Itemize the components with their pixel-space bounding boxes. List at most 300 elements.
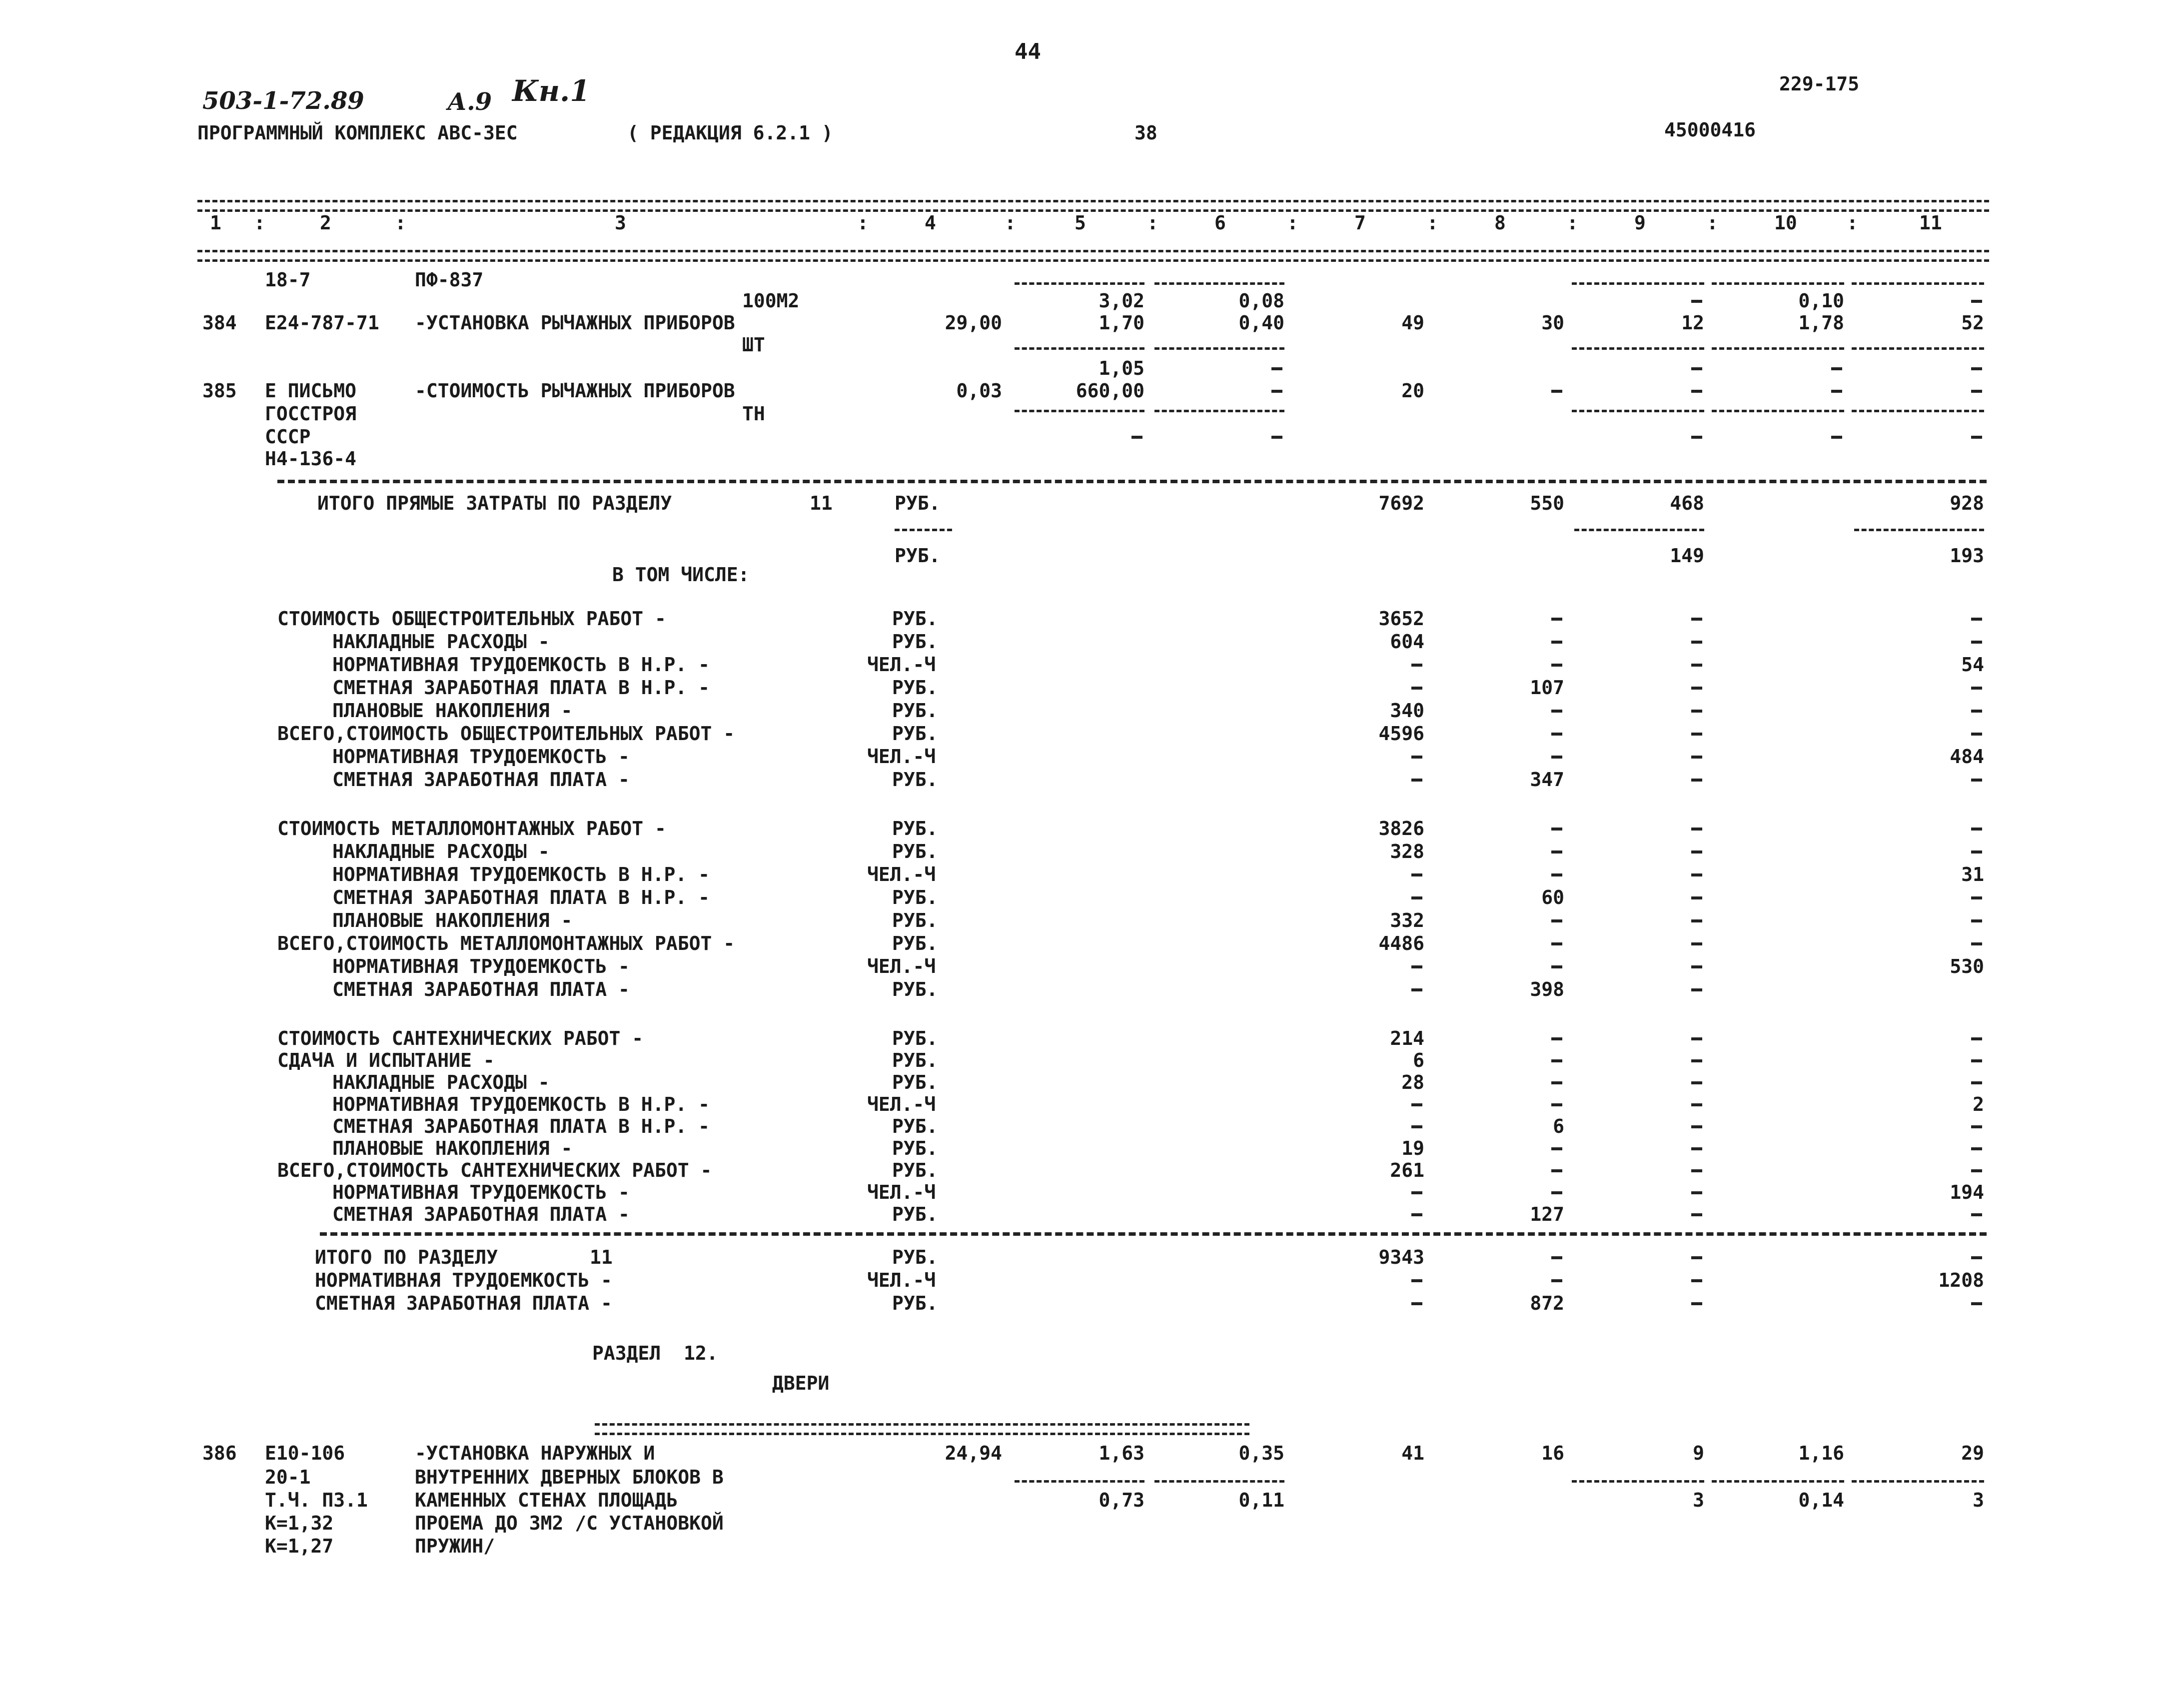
breakdown-label: СТОИМОСТЬ ОБЩЕСТРОИТЕЛЬНЫХ РАБОТ - xyxy=(277,608,666,630)
column-header-11: 11 xyxy=(1919,212,1942,234)
entry-subrule xyxy=(1154,410,1284,412)
breakdown-unit: РУБ. xyxy=(892,1159,938,1181)
breakdown-c9-dash xyxy=(1691,779,1702,782)
breakdown-label: СМЕТНАЯ ЗАРАБОТНАЯ ПЛАТА В Н.Р. - xyxy=(332,677,710,699)
breakdown-c11-dash xyxy=(1971,1059,1982,1062)
breakdown-unit: ЧЕЛ.-Ч xyxy=(867,863,936,885)
entry-unit: ШТ xyxy=(742,334,765,356)
breakdown-c11-dash xyxy=(1971,896,1982,899)
breakdown-label: ПЛАНОВЫЕ НАКОПЛЕНИЯ - xyxy=(332,1137,573,1159)
breakdown-unit: РУБ. xyxy=(892,886,938,908)
breakdown-label: СДАЧА И ИСПЫТАНИЕ - xyxy=(277,1049,495,1071)
breakdown-c7-dash xyxy=(1411,896,1422,899)
breakdown-c9-dash xyxy=(1691,1103,1702,1106)
entry-code: 18-7 xyxy=(265,269,311,291)
breakdown-unit: РУБ. xyxy=(892,1115,938,1137)
breakdown-c9-dash xyxy=(1691,850,1702,853)
entry-c5: 1,63 xyxy=(1098,1442,1144,1464)
breakdown-label: НОРМАТИВНАЯ ТРУДОЕМКОСТЬ В Н.Р. - xyxy=(332,863,710,885)
breakdown-c7: 604 xyxy=(1390,631,1424,653)
breakdown-unit: РУБ. xyxy=(892,818,938,840)
breakdown-label: СМЕТНАЯ ЗАРАБОТНАЯ ПЛАТА - xyxy=(332,978,630,1000)
breakdown-c9-dash xyxy=(1691,873,1702,876)
breakdown-c11-dash xyxy=(1971,942,1982,945)
entry-code: Е24-787-71 xyxy=(265,312,379,334)
breakdown-c7-dash xyxy=(1411,988,1422,991)
breakdown-c8: 60 xyxy=(1541,886,1564,908)
breakdown-c11-dash xyxy=(1971,733,1982,736)
column-header-2: 2 xyxy=(320,212,331,234)
entry-c5: 1,05 xyxy=(1098,357,1144,379)
breakdown-c9-dash xyxy=(1691,1213,1702,1216)
entry-c8: 16 xyxy=(1541,1442,1564,1464)
breakdown-unit: РУБ. xyxy=(892,1203,938,1225)
entry-c4: 24,94 xyxy=(945,1442,1002,1464)
breakdown-label: ПЛАНОВЫЕ НАКОПЛЕНИЯ - xyxy=(332,700,573,722)
breakdown-unit: РУБ. xyxy=(892,769,938,791)
breakdown-label: СТОИМОСТЬ МЕТАЛЛОМОНТАЖНЫХ РАБОТ - xyxy=(277,818,666,840)
entry-code: СССР xyxy=(265,426,311,448)
breakdown-label: ВСЕГО,СТОИМОСТЬ МЕТАЛЛОМОНТАЖНЫХ РАБОТ - xyxy=(277,932,735,954)
breakdown-label: НОРМАТИВНАЯ ТРУДОЕМКОСТЬ В Н.Р. - xyxy=(332,1093,710,1115)
section-total-c11: 928 xyxy=(1950,492,1984,514)
entry-c10-dash xyxy=(1831,390,1842,393)
breakdown-c7-dash xyxy=(1411,965,1422,968)
entry-c9: 12 xyxy=(1681,312,1704,334)
entry-c9: 9 xyxy=(1693,1442,1704,1464)
entry-description: -УСТАНОВКА РЫЧАЖНЫХ ПРИБОРОВ xyxy=(415,312,735,334)
breakdown-c8: 6 xyxy=(1553,1115,1564,1137)
section-total-c9: 468 xyxy=(1670,492,1704,514)
breakdown-c11: 31 xyxy=(1961,863,1984,885)
unit-subrule xyxy=(895,529,952,531)
grand-total-rule xyxy=(320,1232,1987,1236)
breakdown-c9-dash xyxy=(1691,988,1702,991)
entry-c7: 49 xyxy=(1401,312,1424,334)
entry-c11-dash xyxy=(1971,300,1982,303)
column-header-8: 8 xyxy=(1494,212,1506,234)
entry-description: -СТОИМОСТЬ РЫЧАЖНЫХ ПРИБОРОВ xyxy=(415,380,735,402)
breakdown-unit: РУБ. xyxy=(892,723,938,745)
breakdown-c9-dash xyxy=(1691,687,1702,690)
breakdown-label: НОРМАТИВНАЯ ТРУДОЕМКОСТЬ В Н.Р. - xyxy=(332,654,710,676)
entry-subrule xyxy=(1712,347,1844,350)
entry-code: К=1,32 xyxy=(265,1512,334,1534)
breakdown-unit: РУБ. xyxy=(892,631,938,653)
breakdown-unit: РУБ. xyxy=(892,677,938,699)
breakdown-label: НОРМАТИВНАЯ ТРУДОЕМКОСТЬ - xyxy=(332,1181,630,1203)
breakdown-c9-dash xyxy=(1691,919,1702,922)
breakdown-c7-dash xyxy=(1411,664,1422,667)
breakdown-c11-dash xyxy=(1971,1037,1982,1040)
breakdown-label: НОРМАТИВНАЯ ТРУДОЕМКОСТЬ - xyxy=(332,746,630,768)
entry-unit: ТН xyxy=(742,403,765,425)
breakdown-unit: РУБ. xyxy=(892,608,938,630)
entry-subrule xyxy=(1015,410,1144,412)
column-header-5: 5 xyxy=(1075,212,1086,234)
grand-total-label: СМЕТНАЯ ЗАРАБОТНАЯ ПЛАТА - xyxy=(315,1292,612,1314)
entry-c11-dash xyxy=(1971,436,1982,439)
grand-total-label: НОРМАТИВНАЯ ТРУДОЕМКОСТЬ - xyxy=(315,1269,612,1291)
column-header-3: 3 xyxy=(615,212,626,234)
grand-total-unit: ЧЕЛ.-Ч xyxy=(867,1269,936,1291)
grand-total-label: ИТОГО ПО РАЗДЕЛУ xyxy=(315,1246,498,1268)
entry-c4: 0,03 xyxy=(956,380,1002,402)
entry-subrule xyxy=(1852,347,1984,350)
entry-code: Е ПИСЬМО xyxy=(265,380,357,402)
breakdown-c9-dash xyxy=(1691,1125,1702,1128)
breakdown-c9-dash xyxy=(1691,756,1702,759)
breakdown-c7-dash xyxy=(1411,779,1422,782)
entry-subrule xyxy=(1015,1480,1144,1483)
breakdown-unit: РУБ. xyxy=(892,841,938,862)
breakdown-label: СТОИМОСТЬ САНТЕХНИЧЕСКИХ РАБОТ - xyxy=(277,1027,644,1049)
breakdown-c9-dash xyxy=(1691,1081,1702,1084)
grand-total-c8: 872 xyxy=(1530,1292,1564,1314)
section-12-title: РАЗДЕЛ 12. xyxy=(592,1342,718,1364)
breakdown-label: СМЕТНАЯ ЗАРАБОТНАЯ ПЛАТА В Н.Р. - xyxy=(332,1115,710,1137)
breakdown-c7: 6 xyxy=(1413,1049,1424,1071)
entry-number: 384 xyxy=(202,312,237,334)
entry-c5: 1,70 xyxy=(1098,312,1144,334)
section-total-subrule xyxy=(1854,529,1984,531)
entry-code: Е10-106 xyxy=(265,1442,345,1464)
breakdown-label: СМЕТНАЯ ЗАРАБОТНАЯ ПЛАТА В Н.Р. - xyxy=(332,886,710,908)
breakdown-c7-dash xyxy=(1411,1103,1422,1106)
grand-total-c11: 1208 xyxy=(1938,1269,1984,1291)
column-separator: : xyxy=(254,212,265,234)
entry-c7: 41 xyxy=(1401,1442,1424,1464)
entry-description: ПФ-837 xyxy=(415,269,484,291)
entry-c8: 30 xyxy=(1541,312,1564,334)
album-mark: А.9 xyxy=(447,88,492,116)
breakdown-unit: ЧЕЛ.-Ч xyxy=(867,1093,936,1115)
entry-subrule xyxy=(1015,282,1144,285)
breakdown-label: НАКЛАДНЫЕ РАСХОДЫ - xyxy=(332,1071,550,1093)
breakdown-c7-dash xyxy=(1411,873,1422,876)
breakdown-c8-dash xyxy=(1551,873,1562,876)
entry-c6-dash xyxy=(1271,436,1282,439)
column-header-7: 7 xyxy=(1354,212,1366,234)
entry-subrule xyxy=(1154,1480,1284,1483)
entry-c9-dash xyxy=(1691,436,1702,439)
entry-c9: 3 xyxy=(1693,1489,1704,1511)
entry-subrule xyxy=(1154,282,1284,285)
breakdown-c9-dash xyxy=(1691,942,1702,945)
column-separator: : xyxy=(1567,212,1578,234)
entry-c10: 1,78 xyxy=(1798,312,1844,334)
entry-c11: 52 xyxy=(1961,312,1984,334)
program-name: ПРОГРАММНЫЙ КОМПЛЕКС АВС-3ЕС xyxy=(197,122,518,144)
entry-c5: 0,73 xyxy=(1098,1489,1144,1511)
breakdown-label: ВСЕГО,СТОИМОСТЬ САНТЕХНИЧЕСКИХ РАБОТ - xyxy=(277,1159,712,1181)
breakdown-c9-dash xyxy=(1691,664,1702,667)
page-number: 44 xyxy=(1015,39,1041,64)
breakdown-c9-dash xyxy=(1691,896,1702,899)
breakdown-c7: 19 xyxy=(1401,1137,1424,1159)
breakdown-unit: ЧЕЛ.-Ч xyxy=(867,1181,936,1203)
section-total-c8: 550 xyxy=(1530,492,1564,514)
grand-total-c7: 9343 xyxy=(1378,1246,1424,1268)
breakdown-c8-dash xyxy=(1551,664,1562,667)
section-total-subrule xyxy=(1574,529,1704,531)
breakdown-c8-dash xyxy=(1551,1147,1562,1150)
breakdown-c7: 328 xyxy=(1390,841,1424,862)
entry-subrule xyxy=(1572,1480,1704,1483)
column-header-bottom-rule xyxy=(197,250,1989,262)
breakdown-c9-dash xyxy=(1691,1169,1702,1172)
entry-subrule xyxy=(1712,282,1844,285)
breakdown-c7: 332 xyxy=(1390,909,1424,931)
entry-c9-dash xyxy=(1691,367,1702,370)
grand-total-c8-dash xyxy=(1551,1279,1562,1282)
entry-subrule xyxy=(1712,410,1844,412)
breakdown-c11-dash xyxy=(1971,828,1982,831)
section-total-c9-secondary: 149 xyxy=(1670,545,1704,567)
breakdown-c9-dash xyxy=(1691,1147,1702,1150)
entry-c6-dash xyxy=(1271,390,1282,393)
document-reference: 229-175 xyxy=(1779,73,1860,95)
entry-c6: 0,11 xyxy=(1238,1489,1284,1511)
breakdown-c8: 347 xyxy=(1530,769,1564,791)
breakdown-c9-dash xyxy=(1691,641,1702,644)
breakdown-c8: 127 xyxy=(1530,1203,1564,1225)
breakdown-label: ВСЕГО,СТОИМОСТЬ ОБЩЕСТРОИТЕЛЬНЫХ РАБОТ - xyxy=(277,723,735,745)
entry-description: ВНУТРЕННИХ ДВЕРНЫХ БЛОКОВ В xyxy=(415,1466,724,1488)
entry-c6: 0,08 xyxy=(1238,290,1284,312)
grand-total-c7-dash xyxy=(1411,1279,1422,1282)
column-separator: : xyxy=(1147,212,1158,234)
breakdown-c7: 4486 xyxy=(1378,932,1424,954)
breakdown-c11-dash xyxy=(1971,710,1982,713)
breakdown-c8-dash xyxy=(1551,942,1562,945)
breakdown-c11: 484 xyxy=(1950,746,1984,768)
grand-total-c9-dash xyxy=(1691,1256,1702,1259)
breakdown-unit: РУБ. xyxy=(892,1137,938,1159)
breakdown-c7: 3652 xyxy=(1378,608,1424,630)
entry-c10: 0,14 xyxy=(1798,1489,1844,1511)
column-header-1: 1 xyxy=(210,212,221,234)
grand-total-c7-dash xyxy=(1411,1302,1422,1305)
entry-c9-dash xyxy=(1691,300,1702,303)
entry-description: -УСТАНОВКА НАРУЖНЫХ И xyxy=(415,1442,655,1464)
project-code: 503-1-72.89 xyxy=(202,87,364,115)
breakdown-unit: РУБ. xyxy=(892,1071,938,1093)
grand-total-c8-dash xyxy=(1551,1256,1562,1259)
section-total-rule xyxy=(277,480,1987,483)
breakdown-c11-dash xyxy=(1971,850,1982,853)
section-total-unit: РУБ. xyxy=(895,492,941,514)
grand-total-c9-dash xyxy=(1691,1302,1702,1305)
entry-description: ПРУЖИН/ xyxy=(415,1535,495,1557)
entry-subrule xyxy=(1852,1480,1984,1483)
breakdown-c7: 3826 xyxy=(1378,818,1424,840)
breakdown-c8-dash xyxy=(1551,1037,1562,1040)
breakdown-unit: РУБ. xyxy=(892,978,938,1000)
breakdown-c7-dash xyxy=(1411,756,1422,759)
breakdown-c9-dash xyxy=(1691,733,1702,736)
entry-code: ГОССТРОЯ xyxy=(265,403,357,425)
breakdown-c8-dash xyxy=(1551,1059,1562,1062)
entry-description: ПРОЕМА ДО 3М2 /С УСТАНОВКОЙ xyxy=(415,1512,724,1534)
entry-c11-dash xyxy=(1971,367,1982,370)
breakdown-c11-dash xyxy=(1971,618,1982,621)
entry-code: 20-1 xyxy=(265,1466,311,1488)
entry-c10-dash xyxy=(1831,367,1842,370)
breakdown-label: НАКЛАДНЫЕ РАСХОДЫ - xyxy=(332,841,550,862)
entry-c11: 29 xyxy=(1961,1442,1984,1464)
entry-c10: 1,16 xyxy=(1798,1442,1844,1464)
breakdown-label: СМЕТНАЯ ЗАРАБОТНАЯ ПЛАТА - xyxy=(332,1203,630,1225)
breakdown-c8-dash xyxy=(1551,1169,1562,1172)
breakdown-unit: ЧЕЛ.-Ч xyxy=(867,654,936,676)
breakdown-c11-dash xyxy=(1971,1125,1982,1128)
breakdown-unit: РУБ. xyxy=(892,1027,938,1049)
entry-c5-dash xyxy=(1131,436,1142,439)
entry-subrule xyxy=(1572,282,1704,285)
breakdown-c11: 2 xyxy=(1973,1093,1984,1115)
entry-subrule xyxy=(1572,410,1704,412)
breakdown-c8-dash xyxy=(1551,1081,1562,1084)
breakdown-c9-dash xyxy=(1691,1191,1702,1194)
breakdown-c11-dash xyxy=(1971,1169,1982,1172)
grand-total-c9-dash xyxy=(1691,1279,1702,1282)
breakdown-c9-dash xyxy=(1691,1059,1702,1062)
section-total-number: 11 xyxy=(810,492,833,514)
breakdown-c7: 340 xyxy=(1390,700,1424,722)
breakdown-c11: 194 xyxy=(1950,1181,1984,1203)
breakdown-label: ПЛАНОВЫЕ НАКОПЛЕНИЯ - xyxy=(332,909,573,931)
entry-c10-dash xyxy=(1831,436,1842,439)
breakdown-c7-dash xyxy=(1411,687,1422,690)
breakdown-c8: 107 xyxy=(1530,677,1564,699)
column-separator: : xyxy=(1847,212,1858,234)
column-separator: : xyxy=(1427,212,1438,234)
entry-code: Н4-136-4 xyxy=(265,448,357,470)
entry-number: 385 xyxy=(202,380,237,402)
breakdown-c9-dash xyxy=(1691,1037,1702,1040)
breakdown-c11-dash xyxy=(1971,687,1982,690)
breakdown-c7: 214 xyxy=(1390,1027,1424,1049)
breakdown-c8-dash xyxy=(1551,850,1562,853)
breakdown-c7-dash xyxy=(1411,1213,1422,1216)
breakdown-label: СМЕТНАЯ ЗАРАБОТНАЯ ПЛАТА - xyxy=(332,769,630,791)
breakdown-c11-dash xyxy=(1971,1081,1982,1084)
breakdown-c11-dash xyxy=(1971,919,1982,922)
sheet-number: 38 xyxy=(1134,122,1157,144)
breakdown-c11-dash xyxy=(1971,1147,1982,1150)
breakdown-c9-dash xyxy=(1691,618,1702,621)
table-top-rule xyxy=(197,200,1989,212)
entry-c7: 20 xyxy=(1401,380,1424,402)
including-caption: В ТОМ ЧИСЛЕ: xyxy=(612,564,750,586)
entry-c6: 0,40 xyxy=(1238,312,1284,334)
grand-total-number: 11 xyxy=(590,1246,613,1268)
breakdown-unit: ЧЕЛ.-Ч xyxy=(867,746,936,768)
breakdown-c8-dash xyxy=(1551,1103,1562,1106)
breakdown-unit: РУБ. xyxy=(892,932,938,954)
entry-subrule xyxy=(1852,282,1984,285)
breakdown-c11-dash xyxy=(1971,1213,1982,1216)
program-edition: ( РЕДАКЦИЯ 6.2.1 ) xyxy=(627,122,833,144)
entry-subrule xyxy=(1015,347,1144,350)
album-handwritten-note: Кн.1 xyxy=(512,74,590,108)
breakdown-c8-dash xyxy=(1551,641,1562,644)
breakdown-c7: 261 xyxy=(1390,1159,1424,1181)
entry-description: КАМЕННЫХ СТЕНАХ ПЛОЩАДЬ xyxy=(415,1489,678,1511)
entry-c11-dash xyxy=(1971,390,1982,393)
section-total-c7: 7692 xyxy=(1378,492,1424,514)
breakdown-c8-dash xyxy=(1551,965,1562,968)
entry-c11: 3 xyxy=(1973,1489,1984,1511)
breakdown-unit: РУБ. xyxy=(892,700,938,722)
column-separator: : xyxy=(857,212,869,234)
entry-subrule xyxy=(1154,347,1284,350)
breakdown-c8-dash xyxy=(1551,1191,1562,1194)
breakdown-unit: ЧЕЛ.-Ч xyxy=(867,955,936,977)
column-header-10: 10 xyxy=(1774,212,1797,234)
entry-subrule xyxy=(1712,1480,1844,1483)
entry-subrule xyxy=(1572,347,1704,350)
breakdown-c9-dash xyxy=(1691,710,1702,713)
breakdown-c8-dash xyxy=(1551,710,1562,713)
breakdown-c8-dash xyxy=(1551,919,1562,922)
breakdown-c7: 4596 xyxy=(1378,723,1424,745)
entry-code: К=1,27 xyxy=(265,1535,334,1557)
column-separator: : xyxy=(1287,212,1298,234)
grand-total-c11-dash xyxy=(1971,1302,1982,1305)
breakdown-c7-dash xyxy=(1411,1191,1422,1194)
entry-number: 386 xyxy=(202,1442,237,1464)
column-separator: : xyxy=(395,212,406,234)
breakdown-c7-dash xyxy=(1411,1125,1422,1128)
entry-code: Т.Ч. ПЗ.1 xyxy=(265,1489,368,1511)
column-header-6: 6 xyxy=(1214,212,1226,234)
breakdown-label: НАКЛАДНЫЕ РАСХОДЫ - xyxy=(332,631,550,653)
breakdown-c11: 54 xyxy=(1961,654,1984,676)
entry-subrule xyxy=(1852,410,1984,412)
section-total-unit-secondary: РУБ. xyxy=(895,545,941,567)
entry-c6-dash xyxy=(1271,367,1282,370)
breakdown-unit: РУБ. xyxy=(892,1049,938,1071)
grand-total-unit: РУБ. xyxy=(892,1246,938,1268)
entry-c4: 29,00 xyxy=(945,312,1002,334)
entry-c5: 3,02 xyxy=(1098,290,1144,312)
entry-c9-dash xyxy=(1691,390,1702,393)
breakdown-c11: 530 xyxy=(1950,955,1984,977)
breakdown-c8-dash xyxy=(1551,756,1562,759)
breakdown-c11-dash xyxy=(1971,779,1982,782)
section-total-label: ИТОГО ПРЯМЫЕ ЗАТРАТЫ ПО РАЗДЕЛУ xyxy=(317,492,672,514)
entry-unit: 100М2 xyxy=(742,290,800,312)
entry-c6: 0,35 xyxy=(1238,1442,1284,1464)
breakdown-c9-dash xyxy=(1691,828,1702,831)
column-header-9: 9 xyxy=(1634,212,1646,234)
grand-total-c11-dash xyxy=(1971,1256,1982,1259)
breakdown-label: НОРМАТИВНАЯ ТРУДОЕМКОСТЬ - xyxy=(332,955,630,977)
grand-total-unit: РУБ. xyxy=(892,1292,938,1314)
breakdown-unit: РУБ. xyxy=(892,909,938,931)
section-12-rule xyxy=(595,1423,1249,1435)
breakdown-c11-dash xyxy=(1971,641,1982,644)
breakdown-c8-dash xyxy=(1551,733,1562,736)
breakdown-c9-dash xyxy=(1691,965,1702,968)
column-header-4: 4 xyxy=(925,212,936,234)
breakdown-c8-dash xyxy=(1551,828,1562,831)
column-separator: : xyxy=(1005,212,1016,234)
entry-c10: 0,10 xyxy=(1798,290,1844,312)
section-12-name: ДВЕРИ xyxy=(772,1372,830,1394)
